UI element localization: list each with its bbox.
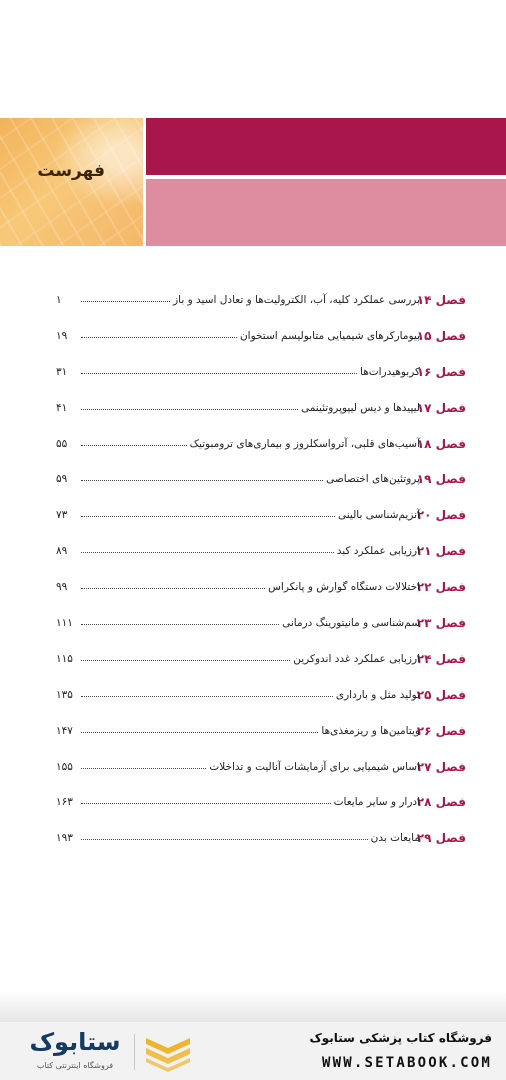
page-number: ۸۹: [56, 545, 68, 558]
chapter-title: ویتامین‌ها و ریزمغذی‌ها: [321, 724, 420, 737]
logo-subtitle: فروشگاه اینترنتی کتاب: [36, 1061, 114, 1070]
toc-row[interactable]: [56, 354, 466, 390]
toc-entry: [56, 366, 420, 378]
chapter-label: فصل ۲۷: [416, 759, 466, 774]
page-number: ۱۹: [56, 329, 68, 342]
page-number: ۱۱۵: [56, 652, 73, 665]
toc-row[interactable]: [56, 749, 466, 785]
toc-entry: [56, 796, 420, 808]
chapter-title: سم‌شناسی و مانیتورینگ درمانی: [282, 616, 420, 629]
toc-row[interactable]: [56, 820, 466, 856]
chapter-title: کربوهیدرات‌ها: [360, 365, 420, 378]
toc-row[interactable]: [56, 784, 466, 820]
chapter-title: تولید مثل و بارداری: [335, 688, 420, 701]
toc-entry: [56, 761, 420, 773]
dot-leader: [81, 551, 334, 553]
setabook-chevron-logo-icon[interactable]: [142, 1034, 194, 1072]
toc-entry: [56, 438, 420, 450]
dot-leader: [81, 587, 265, 589]
dot-leader: [81, 695, 333, 697]
chapter-label: فصل ۲۲: [416, 580, 466, 595]
footer-fade: [0, 990, 506, 1022]
dot-leader: [81, 731, 318, 733]
header-banner: [0, 118, 506, 246]
toc-row[interactable]: [56, 461, 466, 497]
toc-entry: [56, 330, 420, 342]
chapter-label: فصل ۲۵: [416, 687, 466, 702]
chapter-title: اختلالات دستگاه گوارش و پانکراس: [268, 581, 420, 594]
page-number: ۱: [56, 293, 62, 306]
page-number: ۵۵: [56, 437, 68, 450]
banner-texture: [0, 118, 143, 246]
chapter-label: فصل ۱۸: [416, 436, 466, 451]
toc-entry: [56, 545, 420, 557]
publisher-footer: [0, 1022, 506, 1080]
toc-row[interactable]: [56, 318, 466, 354]
toc-entry: [56, 294, 420, 306]
toc-row[interactable]: [56, 713, 466, 749]
page-number: ۱۶۳: [56, 796, 73, 809]
chapter-label: فصل ۲۳: [416, 615, 466, 630]
logo-wordmark[interactable]: ستابوک: [29, 1028, 121, 1056]
toc-row[interactable]: [56, 426, 466, 462]
dot-leader: [81, 336, 237, 338]
table-of-contents: [56, 282, 466, 856]
toc-row[interactable]: [56, 677, 466, 713]
shop-url[interactable]: WWW.SETABOOK.COM: [321, 1055, 492, 1071]
chapter-label: فصل ۲۹: [416, 831, 466, 846]
chapter-label: فصل ۱۹: [416, 472, 466, 487]
chapter-label: فصل ۲۶: [416, 723, 466, 738]
chapter-title: ارزیابی عملکرد غدد اندوکرین: [293, 652, 420, 665]
chapter-label: فصل ۲۴: [416, 651, 466, 666]
chapter-title: ادرار و سایر مایعات: [333, 796, 420, 809]
chapter-title: اساس شیمیایی برای آزمایشات آنالیت و تداخلات: [209, 760, 420, 773]
dot-leader: [81, 515, 335, 517]
chapter-label: فصل ۱۴: [416, 292, 466, 307]
dot-leader: [81, 623, 279, 625]
dot-leader: [81, 767, 206, 769]
toc-entry: [56, 617, 420, 629]
chapter-title: ارزیابی عملکرد کبد: [336, 545, 420, 558]
dot-leader: [81, 659, 290, 661]
logo-divider: [134, 1034, 135, 1070]
chapter-title: آنزیم‌شناسی بالینی: [337, 509, 420, 522]
chapter-title: بررسی عملکرد کلیه، آب، الکترولیت‌ها و تعادل اسید و باز: [173, 293, 420, 306]
chapter-label: فصل ۲۸: [416, 795, 466, 810]
chapter-label: فصل ۲۰: [416, 508, 466, 523]
toc-entry: [56, 509, 420, 521]
page-number: ۴۱: [56, 401, 68, 414]
toc-entry: [56, 581, 420, 593]
toc-entry: [56, 725, 420, 737]
chapter-label: فصل ۱۵: [416, 328, 466, 343]
chapter-title: آسیب‌های قلبی، آترواسکلروز و بیماری‌های ترومبوتیک: [189, 437, 420, 450]
toc-row[interactable]: [56, 569, 466, 605]
toc-row[interactable]: [56, 390, 466, 426]
toc-row[interactable]: [56, 533, 466, 569]
toc-entry: [56, 402, 420, 414]
dot-leader: [81, 408, 298, 410]
page-number: ۵۹: [56, 473, 68, 486]
toc-entry: [56, 653, 420, 665]
page-number: ۱۴۷: [56, 724, 73, 737]
page-title: فهرست: [37, 161, 105, 181]
chapter-label: فصل ۱۷: [416, 400, 466, 415]
chapter-title: مایعات بدن: [370, 832, 420, 845]
toc-entry: [56, 473, 420, 485]
dot-leader: [81, 479, 323, 481]
banner-stripe-light: [146, 179, 506, 246]
dot-leader: [81, 444, 187, 446]
page-number: ۱۵۵: [56, 760, 73, 773]
chapter-label: فصل ۲۱: [416, 544, 466, 559]
page-number: ۳۱: [56, 365, 68, 378]
toc-entry: [56, 832, 420, 844]
dot-leader: [81, 372, 357, 374]
toc-row[interactable]: [56, 605, 466, 641]
toc-entry: [56, 689, 420, 701]
toc-row[interactable]: [56, 282, 466, 318]
dot-leader: [81, 300, 170, 302]
page-number: ۱۱۱: [56, 616, 73, 629]
banner-stripe-dark: [146, 118, 506, 175]
page-number: ۱۳۵: [56, 688, 73, 701]
chapter-label: فصل ۱۶: [416, 364, 466, 379]
page-number: ۹۹: [56, 581, 68, 594]
toc-row[interactable]: [56, 641, 466, 677]
chapter-title: لیپیدها و دیس لیپوپروتئینمی: [300, 401, 420, 414]
chapter-title: بیومارکرهای شیمیایی متابولیسم استخوان: [239, 329, 420, 342]
toc-row[interactable]: [56, 497, 466, 533]
page-number: ۷۳: [56, 509, 68, 522]
chapter-title: پروتئین‌های اختصاصی: [326, 473, 420, 486]
dot-leader: [81, 802, 331, 804]
dot-leader: [81, 838, 368, 840]
page-number: ۱۹۳: [56, 832, 73, 845]
shop-name: فروشگاه کتاب پزشکی ستابوک: [309, 1031, 492, 1045]
